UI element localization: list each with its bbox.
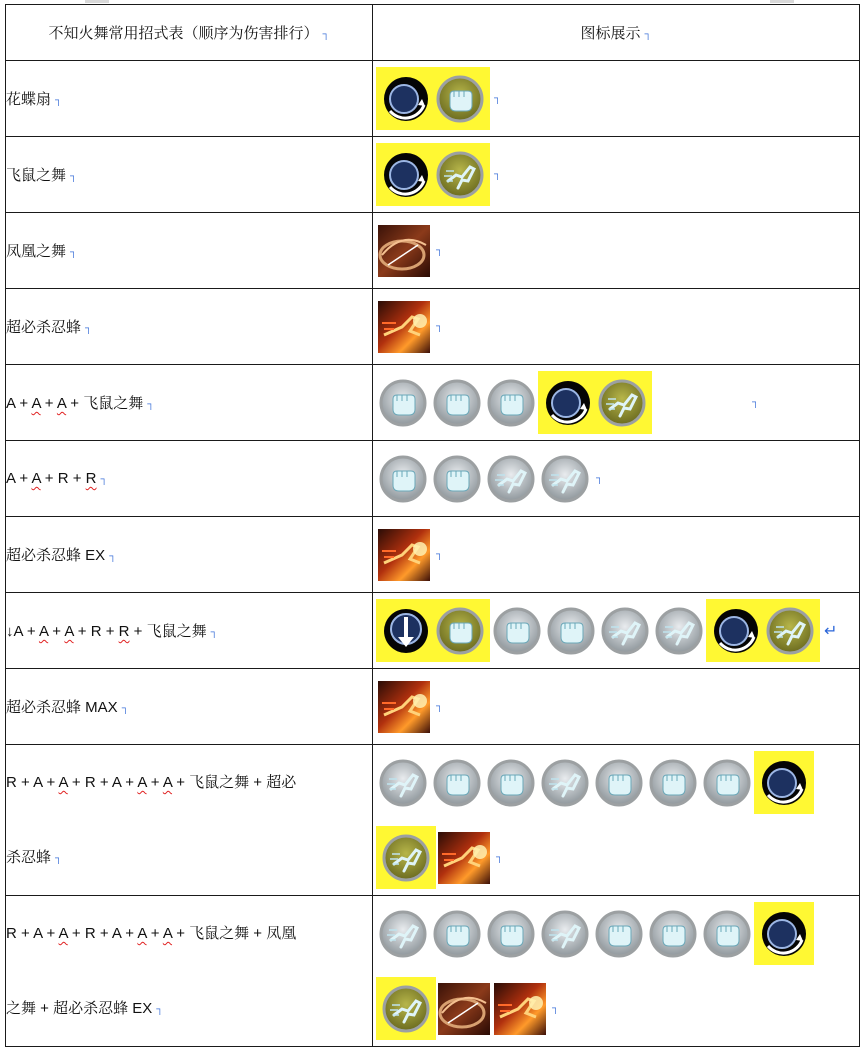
header-moves: 不知火舞常用招式表（顺序为伤害排行） ┐: [6, 5, 373, 61]
fist-icon: [595, 910, 643, 958]
icon-cell: [373, 593, 860, 669]
fist-icon: [649, 910, 697, 958]
icon-cell: ┐: [373, 896, 860, 1047]
move-name: 超必杀忍蜂 EX ┐: [6, 517, 373, 593]
dash-icon: [541, 455, 589, 503]
fist-icon: [649, 759, 697, 807]
highlight: [376, 599, 490, 662]
fist-icon: [379, 455, 427, 503]
spin-ring-icon: [760, 910, 808, 958]
fist-icon: [379, 379, 427, 427]
icon-cell: ┐: [373, 517, 860, 593]
fist-icon: [703, 910, 751, 958]
table-row: [6, 441, 860, 517]
combo-table: [5, 4, 860, 1047]
highlight: [376, 826, 436, 889]
down-arrow-ring-icon: [382, 607, 430, 655]
table-row: [6, 61, 860, 137]
ninja-bee-icon: [378, 529, 430, 581]
highlight: [706, 599, 820, 662]
dash-icon: [541, 910, 589, 958]
spin-ring-icon: [382, 75, 430, 123]
spin-ring-icon: [382, 151, 430, 199]
fist-icon: [493, 607, 541, 655]
dash-icon: [766, 607, 814, 655]
move-name: 飞鼠之舞 ┐: [6, 137, 373, 213]
icon-cell: ┐: [373, 137, 860, 213]
icon-cell: ┐: [373, 441, 860, 517]
dash-icon: [655, 607, 703, 655]
dash-icon: [541, 759, 589, 807]
table-row: [6, 289, 860, 365]
move-name: A + A + R + R ┐: [6, 441, 373, 517]
icon-cell: ┐: [373, 669, 860, 745]
move-name: R + A + A + R + A + A + A + 飞鼠之舞 + 凤凰 之舞 + 超必杀忍蜂 EX ┐: [6, 896, 373, 1047]
icon-cell: ┐: [373, 61, 860, 137]
fist-icon: [595, 759, 643, 807]
fist-icon: [433, 910, 481, 958]
move-name: 超必杀忍蜂 ┐: [6, 289, 373, 365]
highlight: [538, 371, 652, 434]
move-name: 凤凰之舞 ┐: [6, 213, 373, 289]
dash-icon: [382, 985, 430, 1033]
highlight: [376, 143, 490, 206]
spin-ring-icon: [544, 379, 592, 427]
table-header-row: [6, 5, 860, 61]
table-row: [6, 593, 860, 669]
fist-icon: [703, 759, 751, 807]
fist-icon: [547, 607, 595, 655]
return-mark-icon: ↵: [824, 622, 838, 640]
icon-cell: ┐: [373, 289, 860, 365]
table-row: [6, 213, 860, 289]
fist-icon: [436, 607, 484, 655]
highlight: [376, 67, 490, 130]
highlight: [754, 751, 814, 814]
ninja-bee-icon: [378, 681, 430, 733]
ninja-bee-icon: [438, 832, 490, 884]
fist-icon: [487, 910, 535, 958]
move-name: 花蝶扇 ┐: [6, 61, 373, 137]
fist-icon: [487, 759, 535, 807]
icon-cell: ┐: [373, 213, 860, 289]
dash-icon: [379, 759, 427, 807]
icon-cell: ┐: [373, 745, 860, 896]
move-name: R + A + A + R + A + A + A + 飞鼠之舞 + 超必 杀忍蜂 ┐: [6, 745, 373, 896]
table-row: [6, 745, 860, 896]
table-row: [6, 137, 860, 213]
fist-icon: [487, 379, 535, 427]
spin-ring-icon: [712, 607, 760, 655]
ninja-bee-icon: [494, 983, 546, 1035]
dash-icon: [487, 455, 535, 503]
highlight: [754, 902, 814, 965]
fist-icon: [436, 75, 484, 123]
table-row: [6, 896, 860, 1047]
fist-icon: [433, 379, 481, 427]
move-name: 超必杀忍蜂 MAX ┐: [6, 669, 373, 745]
dash-icon: [436, 151, 484, 199]
fist-icon: [433, 759, 481, 807]
table-row: [6, 517, 860, 593]
phoenix-fan-icon: [438, 983, 490, 1035]
move-name: A + A + A + 飞鼠之舞 ┐: [6, 365, 373, 441]
dash-icon: [382, 834, 430, 882]
dash-icon: [601, 607, 649, 655]
phoenix-fan-icon: [378, 225, 430, 277]
spin-ring-icon: [760, 759, 808, 807]
table-row: [6, 365, 860, 441]
icon-cell: ┐: [373, 365, 860, 441]
move-name: ↓A + A + A + R + R + 飞鼠之舞 ┐: [6, 593, 373, 669]
dash-icon: [598, 379, 646, 427]
header-icons: 图标展示 ┐: [373, 5, 860, 61]
fist-icon: [433, 455, 481, 503]
dash-icon: [379, 910, 427, 958]
ninja-bee-icon: [378, 301, 430, 353]
table-row: [6, 669, 860, 745]
highlight: [376, 977, 436, 1040]
